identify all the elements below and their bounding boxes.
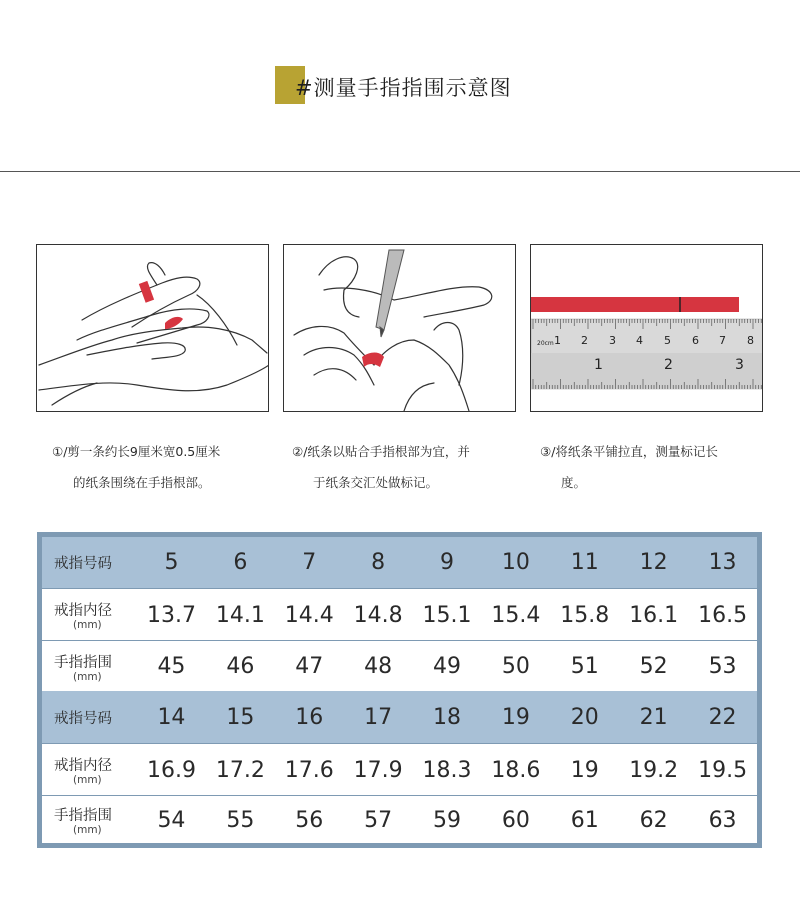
table-cell: 11 (570, 550, 599, 575)
table-cell: 10 (501, 550, 530, 575)
step2-illustration (283, 244, 516, 412)
table-row (42, 691, 757, 743)
ruler-top-number: 5 (664, 334, 671, 347)
table-cell: 51 (570, 654, 599, 679)
row-label: 手指指围 (mm) (54, 654, 112, 683)
table-cell: 15.1 (422, 602, 472, 628)
table-cell: 62 (639, 807, 668, 833)
table-cell: 15 (226, 704, 255, 730)
table-cell: 20 (570, 704, 599, 730)
paper-strip (531, 297, 739, 312)
table-cell: 7 (302, 550, 317, 575)
table-cell: 16.9 (146, 757, 196, 783)
ruler-top-number: 6 (692, 334, 699, 347)
step3-illustration (530, 244, 763, 412)
step2-caption (292, 436, 470, 498)
step3-line2: 度。 (561, 475, 587, 490)
table-cell: 15.4 (491, 602, 541, 628)
ruler-top-number: 2 (581, 334, 588, 347)
table-cell: 22 (708, 704, 737, 730)
table-cell: 46 (226, 654, 255, 679)
step3-line1: ③/将纸条平铺拉直，测量标记长 (540, 444, 718, 459)
page-title: #测量手指指围示意图 (295, 76, 512, 100)
row-label: 戒指内径 (mm) (54, 603, 112, 631)
table-cell: 17.6 (284, 757, 334, 783)
table-cell: 61 (570, 807, 599, 833)
table-row (42, 588, 757, 641)
table-row (42, 795, 757, 844)
ruler-top-number: 3 (609, 334, 616, 347)
table-cell: 54 (157, 807, 186, 833)
step1-caption (52, 436, 220, 498)
table-cell: 52 (639, 654, 668, 679)
row-label: 戒指内径 (mm) (54, 758, 112, 786)
table-cell: 12 (639, 550, 668, 575)
table-cell: 50 (501, 654, 530, 679)
table-cell: 16 (295, 704, 324, 730)
table-cell: 14.4 (284, 602, 334, 628)
table-cell: 63 (708, 807, 737, 833)
step2-line1: ②/纸条以贴合手指根部为宜，并 (292, 444, 470, 459)
ruler-bottom-number: 2 (664, 357, 673, 373)
step2-line2: 于纸条交汇处做标记。 (313, 475, 439, 490)
table-cell: 57 (364, 807, 393, 833)
table-cell: 59 (433, 807, 461, 833)
row-label: 手指指围 (mm) (54, 808, 112, 836)
table-cell: 47 (295, 654, 324, 679)
title-divider (0, 171, 800, 172)
table-cell: 6 (233, 550, 248, 575)
table-cell: 17.9 (353, 757, 403, 783)
table-cell: 14.1 (215, 602, 265, 628)
ruler-top-number: 4 (636, 334, 643, 347)
table-cell: 53 (708, 654, 737, 679)
table-cell: 18.3 (422, 757, 472, 783)
table-cell: 8 (371, 550, 386, 575)
table-cell: 15.8 (560, 602, 610, 628)
table-row (42, 537, 757, 588)
table-cell: 14.8 (353, 602, 403, 628)
table-row (42, 640, 757, 692)
table-cell: 16.5 (698, 602, 748, 628)
table-cell: 17.2 (215, 757, 265, 783)
table-cell: 14 (157, 704, 186, 730)
step1-illustration (36, 244, 269, 412)
ruler-top-number: 8 (747, 334, 754, 347)
table-cell: 13 (708, 550, 737, 575)
table-row (42, 743, 757, 796)
table-cell: 49 (433, 654, 461, 679)
table-cell: 56 (295, 807, 324, 833)
table-cell: 21 (639, 704, 668, 730)
ruler-bottom-number: 1 (594, 357, 603, 373)
ruler-bottom-number: 3 (735, 357, 744, 373)
table-cell: 19 (570, 757, 599, 783)
ring-size-table (37, 532, 762, 848)
step1-line2: 的纸条围绕在手指根部。 (73, 475, 211, 490)
ruler-top-number: 7 (719, 334, 726, 347)
step1-line1: ①/剪一条约长9厘米宽0.5厘米 (52, 444, 221, 459)
table-cell: 55 (226, 807, 255, 833)
table-cell: 19 (501, 704, 530, 730)
table-cell: 60 (501, 807, 530, 833)
table-cell: 18.6 (491, 757, 541, 783)
ruler-unit-label: 20cm (537, 340, 554, 347)
row-label: 戒指号码 (54, 556, 112, 572)
table-cell: 19.2 (629, 757, 679, 783)
table-cell: 16.1 (629, 602, 679, 628)
table-cell: 48 (364, 654, 393, 679)
table-cell: 13.7 (146, 602, 196, 628)
ruler-top-number: 1 (554, 334, 561, 347)
table-cell: 9 (440, 550, 454, 575)
table-cell: 17 (364, 704, 393, 730)
table-cell: 45 (157, 654, 186, 679)
table-cell: 19.5 (698, 757, 748, 783)
table-cell: 5 (164, 550, 179, 575)
step3-caption (540, 436, 718, 498)
row-label: 戒指号码 (54, 710, 112, 727)
table-cell: 18 (433, 704, 461, 730)
